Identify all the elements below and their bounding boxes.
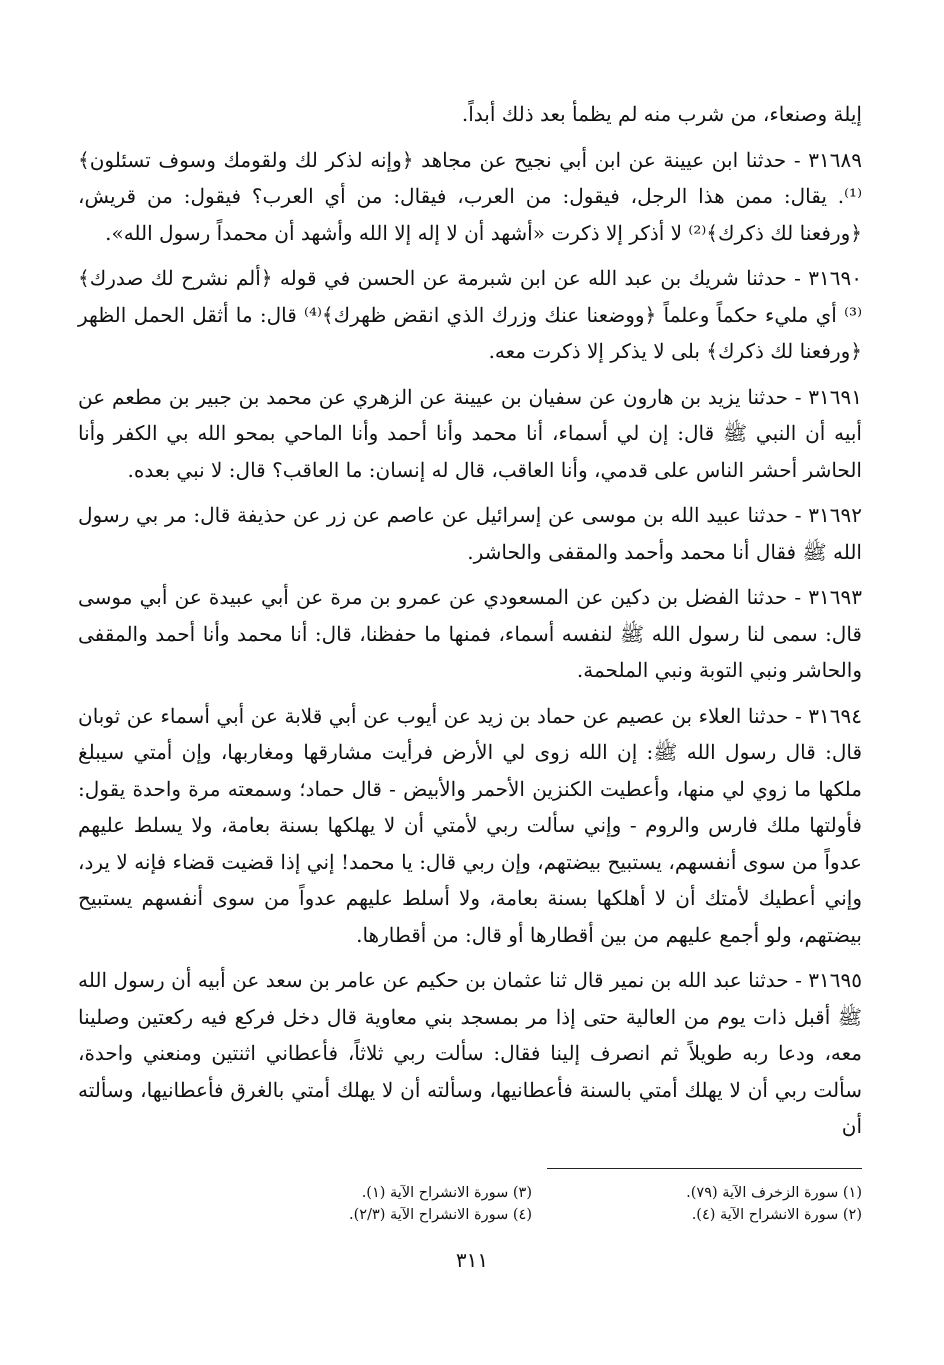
footnotes-right-column — [572, 1182, 862, 1226]
footnote-4: (٤) سورة الانشراح الآية (٢/٣). — [349, 1207, 532, 1223]
footnote-2: (٢) سورة الانشراح الآية (٤). — [691, 1207, 862, 1223]
hadith-31689: ٣١٦٨٩ - حدثنا ابن عيينة عن ابن أبي نجيح عن مجاهد ﴿وإنه لذكر لك ولقومك وسوف تسئلون﴾⁽¹⁾. يقال: ممن هذا الرجل، فيقول: من العرب، فيقال: من أي العرب؟ فيقول: من قريش، ﴿ورفعنا لك ذكرك﴾⁽²⁾ لا أذكر إلا ذكرت «أشهد أن لا إله إلا الله وأشهد أن محمداً رسول الله». — [78, 147, 862, 245]
hadith-31695: ٣١٦٩٥ - حدثنا عبد الله بن نمير قال ثنا عثمان بن حكيم عن عامر بن سعد عن أبيه أن رسول الله ﷺ أقبل ذات يوم من العالية حتى إذا مر بمسجد بني معاوية قال دخل فركع فيه ركعتين وصلينا معه، ودعا ربه طويلاً ثم انصرف إلينا فقال: سألت ربي ثلاثاً، فأعطاني اثنتين ومنعني واحدة، سألت ربي أن لا يهلك أمتي بالسنة فأعطانيها، وسألته أن لا يهلك أمتي بالغرق فأعطانيها، وسألته أن — [78, 968, 862, 1138]
footnote-3: (٣) سورة الانشراح الآية (١). — [361, 1185, 532, 1201]
hadith-31690: ٣١٦٩٠ - حدثنا شريك بن عبد الله عن ابن شبرمة عن الحسن في قوله ﴿ألم نشرح لك صدرك﴾⁽³⁾ أي مليء حكماً وعلماً ﴿ووضعنا عنك وزرك الذي انقض ظهرك﴾⁽⁴⁾ قال: ما أثقل الحمل الظهر ﴿ورفعنا لك ذكرك﴾ بلى لا يذكر إلا ذكرت معه. — [78, 266, 862, 363]
footnote-divider — [547, 1168, 862, 1169]
footnotes-left-column — [242, 1182, 532, 1226]
footnote-1: (١) سورة الزخرف الآية (٧٩). — [686, 1185, 862, 1201]
hadith-31694: ٣١٦٩٤ - حدثنا العلاء بن عصيم عن حماد بن زيد عن أيوب عن أبي قلابة عن أبي أسماء عن ثوبان قال: قال رسول الله ﷺ: إن الله زوى لي الأرض فرأيت مشارقها ومغاربها، وإن أمتي سيبلغ ملكها ما زوي لي منها، وأعطيت الكنزين الأحمر والأبيض - قال حماد؛ وسمعته مرة واحدة يقول: فأولتها ملك فارس والروم - وإني سألت ربي لأمتي أن لا يهلكها بسنة بعامة، ولا يسلط عليهم عدواً من سوى أنفسهم، يستبيح بيضتهم، وإن ربي قال: يا محمد! إني إذا قضيت قضاء فإنه لا يرد، وإني أعطيك لأمتك أن لا أهلكها بسنة بعامة، ولا أسلط عليهم عدواً من سوى أنفسهم يستبيح بيضتهم، ولو أجمع عليهم من بين أقطارها أو قال: من أقطارها. — [78, 703, 862, 947]
page-number: ٣١١ — [455, 1248, 489, 1272]
main-text — [78, 96, 862, 1145]
hadith-31691: ٣١٦٩١ - حدثنا يزيد بن هارون عن سفيان بن عيينة عن الزهري عن محمد بن جبير بن مطعم عن أبيه أن النبي ﷺ قال: إن لي أسماء، أنا محمد وأنا أحمد وأنا الماحي بمحو الله بي الكفر وأنا الحاشر أحشر الناس على قدمي، وأنا العاقب، قال له إنسان: ما العاقب؟ قال: لا نبي بعده. — [78, 384, 862, 482]
hadith-31692: ٣١٦٩٢ - حدثنا عبيد الله بن موسى عن إسرائيل عن عاصم عن زر عن حذيفة قال: مر بي رسول الله ﷺ فقال أنا محمد وأحمد والمقفى والحاشر. — [78, 503, 862, 564]
hadith-31693: ٣١٦٩٣ - حدثنا الفضل بن دكين عن المسعودي عن عمرو بن مرة عن أبي عبيدة عن أبي موسى قال: سمى لنا رسول الله ﷺ لنفسه أسماء، فمنها ما حفظنا، قال: أنا محمد وأنا أحمد والمقفى والحاشر ونبي التوبة ونبي الملحمة. — [78, 585, 862, 682]
paragraph-continuation: إيلة وصنعاء، من شرب منه لم يظمأ بعد ذلك أبداً. — [461, 102, 862, 126]
